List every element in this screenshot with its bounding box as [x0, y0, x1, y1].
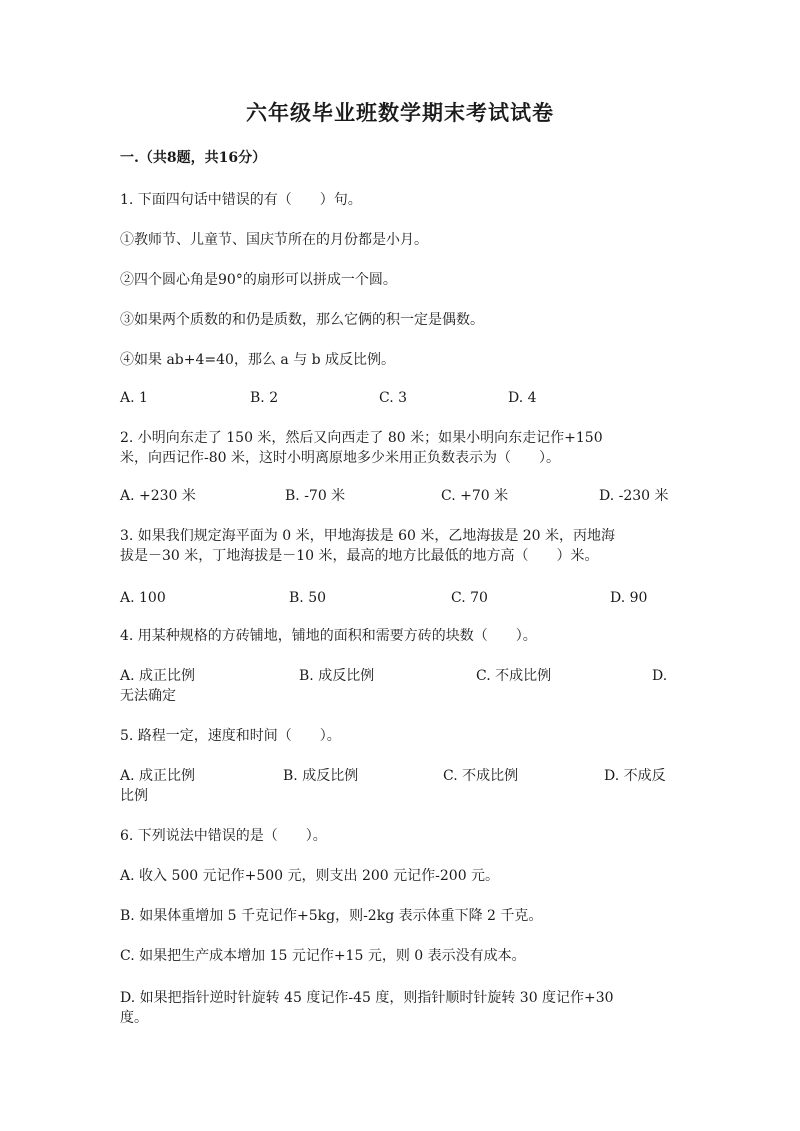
question-3-stem-line-1: 3. 如果我们规定海平面为 0 米，甲地海拔是 60 米，乙地海拔是 20 米，丙地海: [120, 528, 616, 544]
question-1-options: [120, 386, 680, 410]
option-a: A. 成正比例: [120, 768, 196, 784]
option-b: B. 2: [250, 390, 279, 406]
question-3-stem-line-2: 拔是－30 米，丁地海拔是－10 米，最高的地方比最低的地方高（ ）米。: [120, 548, 599, 564]
question-5-stem: 5. 路程一定，速度和时间（ ）。: [120, 728, 341, 744]
option-c: C. 70: [451, 590, 488, 606]
question-1-statement-1: ①教师节、儿童节、国庆节所在的月份都是小月。: [120, 232, 428, 248]
option-c: C. 3: [379, 390, 408, 406]
question-6-option-b: B. 如果体重增加 5 千克记作+5kg，则-2kg 表示体重下降 2 千克。: [120, 908, 543, 924]
question-2-options: [120, 484, 680, 508]
question-1-statement-2: ②四个圆心角是90°的扇形可以拼成一个圆。: [120, 272, 397, 288]
question-6-option-a: A. 收入 500 元记作+500 元，则支出 200 元记作-200 元。: [120, 868, 500, 884]
option-c: C. 不成比例: [476, 668, 552, 684]
question-1-stem: 1. 下面四句话中错误的有（ ）句。: [120, 192, 362, 208]
option-d: D. -230 米: [599, 488, 669, 504]
option-d: D. 90: [610, 590, 648, 606]
question-6-option-d-line-2: 度。: [120, 1010, 148, 1026]
option-b: B. -70 米: [285, 488, 346, 504]
option-c: C. 不成比例: [443, 768, 519, 784]
option-d: D.: [652, 668, 668, 684]
option-b: B. 成反比例: [299, 668, 375, 684]
option-a: A. 1: [120, 390, 148, 406]
question-4-option-d-wrap: 无法确定: [120, 688, 176, 704]
section-heading: 一.（共8题，共16分）: [120, 150, 267, 166]
question-2-stem-line-1: 2. 小明向东走了 150 米，然后又向西走了 80 米；如果小明向东走记作+150: [120, 430, 603, 446]
option-d: D. 不成反: [604, 768, 666, 784]
option-c: C. +70 米: [441, 488, 509, 504]
question-3-options: [120, 586, 680, 610]
question-4-stem: 4. 用某种规格的方砖铺地，铺地的面积和需要方砖的块数（ ）。: [120, 628, 537, 644]
option-d: D. 4: [508, 390, 537, 406]
question-6-option-c: C. 如果把生产成本增加 15 元记作+15 元，则 0 表示没有成本。: [120, 948, 526, 964]
question-2-stem-line-2: 米，向西记作-80 米，这时小明离原地多少米用正负数表示为（ ）。: [120, 450, 560, 466]
question-5-option-d-wrap: 比例: [120, 788, 148, 804]
question-1-statement-4: ④如果 ab+4=40，那么 a 与 b 成反比例。: [120, 352, 396, 368]
question-6-stem: 6. 下列说法中错误的是（ ）。: [120, 828, 327, 844]
option-b: B. 50: [289, 590, 327, 606]
option-a: A. +230 米: [120, 488, 196, 504]
page-title: 六年级毕业班数学期末考试试卷: [246, 100, 554, 125]
question-1-statement-3: ③如果两个质数的和仍是质数，那么它俩的积一定是偶数。: [120, 312, 484, 328]
option-a: A. 100: [120, 590, 166, 606]
option-b: B. 成反比例: [283, 768, 359, 784]
option-a: A. 成正比例: [120, 668, 196, 684]
question-6-option-d-line-1: D. 如果把指针逆时针旋转 45 度记作-45 度，则指针顺时针旋转 30 度记作+30: [120, 990, 614, 1006]
